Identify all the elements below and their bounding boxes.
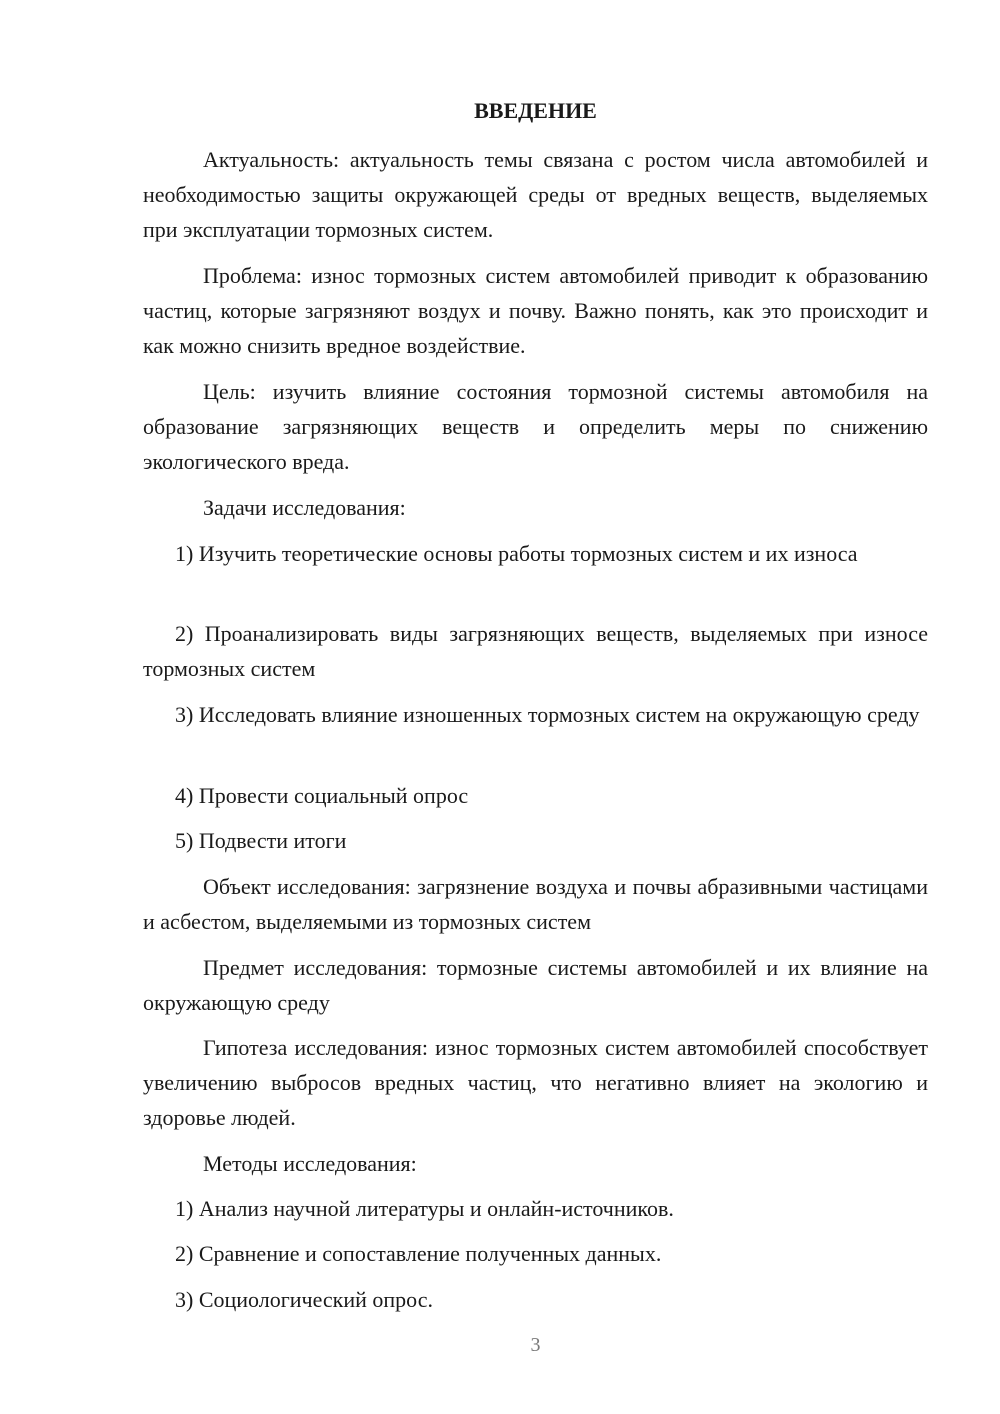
- goal-paragraph: Цель: изучить влияние состояния тормозной системы автомобиля на образование загрязняющих веществ и определить меры по снижению экологического вреда.: [143, 379, 928, 474]
- object-paragraph: Объект исследования: загрязнение воздуха и почвы абразивными частицами и асбестом, выделяемыми из тормозных систем: [143, 874, 928, 934]
- task-item: 2) Проанализировать виды загрязняющих веществ, выделяемых при износе тормозных систем: [143, 621, 928, 681]
- page-number: 3: [530, 1334, 541, 1356]
- method-item: 3) Социологический опрос.: [175, 1287, 433, 1312]
- method-item: 2) Сравнение и сопоставление полученных данных.: [175, 1241, 662, 1266]
- task-item: 5) Подвести итоги: [175, 828, 347, 853]
- document-page: [143, 0, 928, 1414]
- section-title: ВВЕДЕНИЕ: [474, 98, 597, 123]
- method-item: 1) Анализ научной литературы и онлайн-источников.: [175, 1196, 674, 1221]
- task-item: 3) Исследовать влияние изношенных тормозных систем на окружающую среду: [175, 702, 920, 727]
- relevance-paragraph: Актуальность: актуальность темы связана с ростом числа автомобилей и необходимостью защиты окружающей среды от вредных веществ, выделяемых при эксплуатации тормозных систем.: [143, 147, 928, 242]
- hypothesis-paragraph: Гипотеза исследования: износ тормозных систем автомобилей способствует увеличению выбросов вредных частиц, что негативно влияет на экологию и здоровье людей.: [143, 1035, 928, 1130]
- subject-paragraph: Предмет исследования: тормозные системы автомобилей и их влияние на окружающую среду: [143, 955, 928, 1015]
- task-item: 1) Изучить теоретические основы работы тормозных систем и их износа: [175, 541, 858, 566]
- methods-heading: Методы исследования:: [203, 1151, 417, 1176]
- task-item: 4) Провести социальный опрос: [175, 783, 469, 808]
- problem-paragraph: Проблема: износ тормозных систем автомобилей приводит к образованию частиц, которые загрязняют воздух и почву. Важно понять, как это происходит и как можно снизить вредное воздействие.: [143, 263, 928, 358]
- tasks-heading: Задачи исследования:: [203, 495, 406, 520]
